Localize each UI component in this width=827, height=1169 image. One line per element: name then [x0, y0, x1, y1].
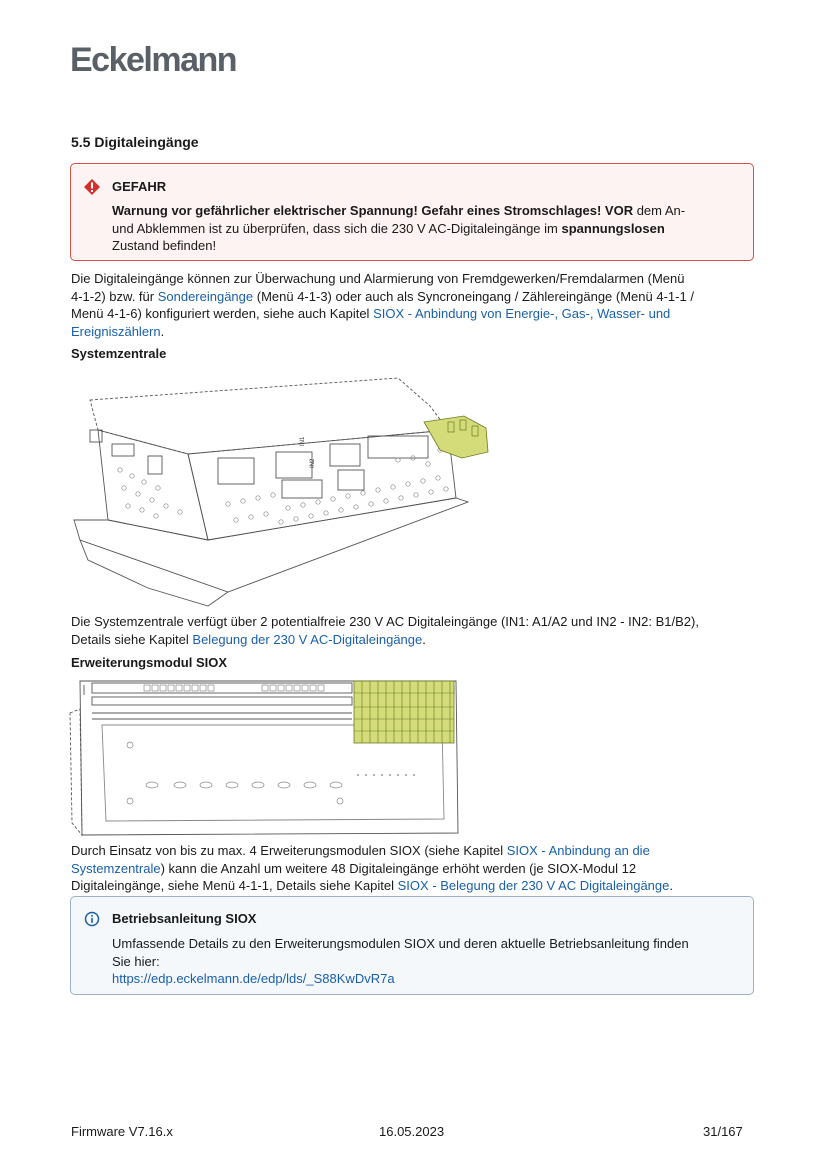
siox-desc-line3-pre: Digitaleingänge, siehe Menü 4-1-1, Details siehe Kapitel: [71, 878, 398, 893]
link-belegung-230v[interactable]: Belegung der 230 V AC-Digitaleingänge: [192, 631, 423, 647]
info-notice: [70, 896, 754, 995]
footer-firmware: Firmware V7.16.x: [71, 1124, 173, 1139]
systemzentrale-desc-pre: Details siehe Kapitel: [71, 631, 193, 647]
intro-line1: Die Digitaleingänge können zur Überwachung und Alarmierung von Fremdgewerken/Fremdalarmen (Menü: [71, 271, 685, 286]
footer-date: 16.05.2023: [379, 1124, 445, 1139]
footer-page-number: 31/167: [703, 1124, 743, 1139]
danger-line1-rest: dem An-: [633, 203, 686, 218]
danger-notice: [70, 163, 754, 261]
eckelmann-logo: Eckelmann: [70, 41, 237, 79]
siox-description: [71, 842, 755, 895]
device-label-in2: IN2: [310, 458, 316, 468]
danger-warning-icon: [84, 179, 100, 195]
info-link[interactable]: https://edp.eckelmann.de/edp/lds/_S88KwDvR7a: [112, 971, 395, 986]
siox-desc-line2-post: ) kann die Anzahl um weitere 48 Digitaleingänge erhöht werden (je SIOX-Modul 12: [160, 860, 637, 876]
link-siox-belegung[interactable]: SIOX - Belegung der 230 V AC Digitaleingänge: [397, 878, 670, 893]
systemzentrale-description: [71, 613, 755, 648]
info-line1: Umfassende Details zu den Erweiterungsmodulen SIOX und deren aktuelle Betriebsanleitung finden: [112, 936, 689, 951]
danger-line1-bold: Warnung vor gefährlicher elektrischer Spannung! Gefahr eines Stromschlages! VOR: [112, 203, 634, 218]
intro-line3-pre: Menü 4-1-6) konfiguriert werden, siehe auch Kapitel: [71, 306, 374, 321]
link-ereigniszaehlern[interactable]: Ereigniszählern: [71, 323, 161, 339]
danger-title: GEFAHR: [112, 179, 167, 194]
device-label-in1: IN1: [300, 436, 306, 446]
systemzentrale-heading: Systemzentrale: [71, 346, 167, 361]
intro-line2-post: (Menü 4-1-3) oder auch als Syncroneingang / Zählereingänge (Menü 4-1-1 /: [253, 288, 694, 304]
intro-line4-post: .: [160, 323, 165, 339]
siox-terminal-highlight: [354, 681, 454, 743]
danger-line2-bold: spannungslosen: [561, 220, 665, 236]
info-icon: [84, 911, 100, 927]
systemzentrale-desc-post: .: [422, 631, 426, 647]
link-siox-energie[interactable]: SIOX - Anbindung von Energie-, Gas-, Wasser- und: [373, 306, 671, 321]
link-sondereingaenge[interactable]: Sondereingänge: [157, 288, 254, 304]
info-line2: Sie hier:: [112, 953, 160, 969]
systemzentrale-device-illustration: [68, 370, 500, 608]
systemzentrale-desc-line1: Die Systemzentrale verfügt über 2 potentialfreie 230 V AC Digitaleingänge (IN1: A1/A2 und IN2 - IN2: B1/B2),: [71, 614, 699, 629]
info-title: Betriebsanleitung SIOX: [112, 911, 257, 926]
section-title: 5.5 Digitaleingänge: [71, 134, 199, 150]
terminal-highlight: [424, 416, 488, 458]
intro-line2-pre: 4-1-2) bzw. für: [71, 288, 158, 304]
intro-paragraph: [71, 270, 755, 340]
siox-desc-line1-pre: Durch Einsatz von bis zu max. 4 Erweiterungsmodulen SIOX (siehe Kapitel: [71, 843, 507, 858]
link-systemzentrale[interactable]: Systemzentrale: [71, 860, 161, 876]
siox-heading: Erweiterungsmodul SIOX: [71, 655, 228, 670]
link-siox-anbindung[interactable]: SIOX - Anbindung an die: [506, 843, 650, 858]
danger-text: [112, 202, 742, 255]
info-text: [112, 935, 742, 988]
danger-line2-pre: und Abklemmen ist zu überprüfen, dass sich die 230 V AC-Digitaleingänge im: [112, 220, 562, 236]
siox-module-illustration: [62, 673, 462, 838]
danger-line3: Zustand befinden!: [112, 238, 217, 253]
siox-desc-line3-post: .: [669, 878, 673, 893]
